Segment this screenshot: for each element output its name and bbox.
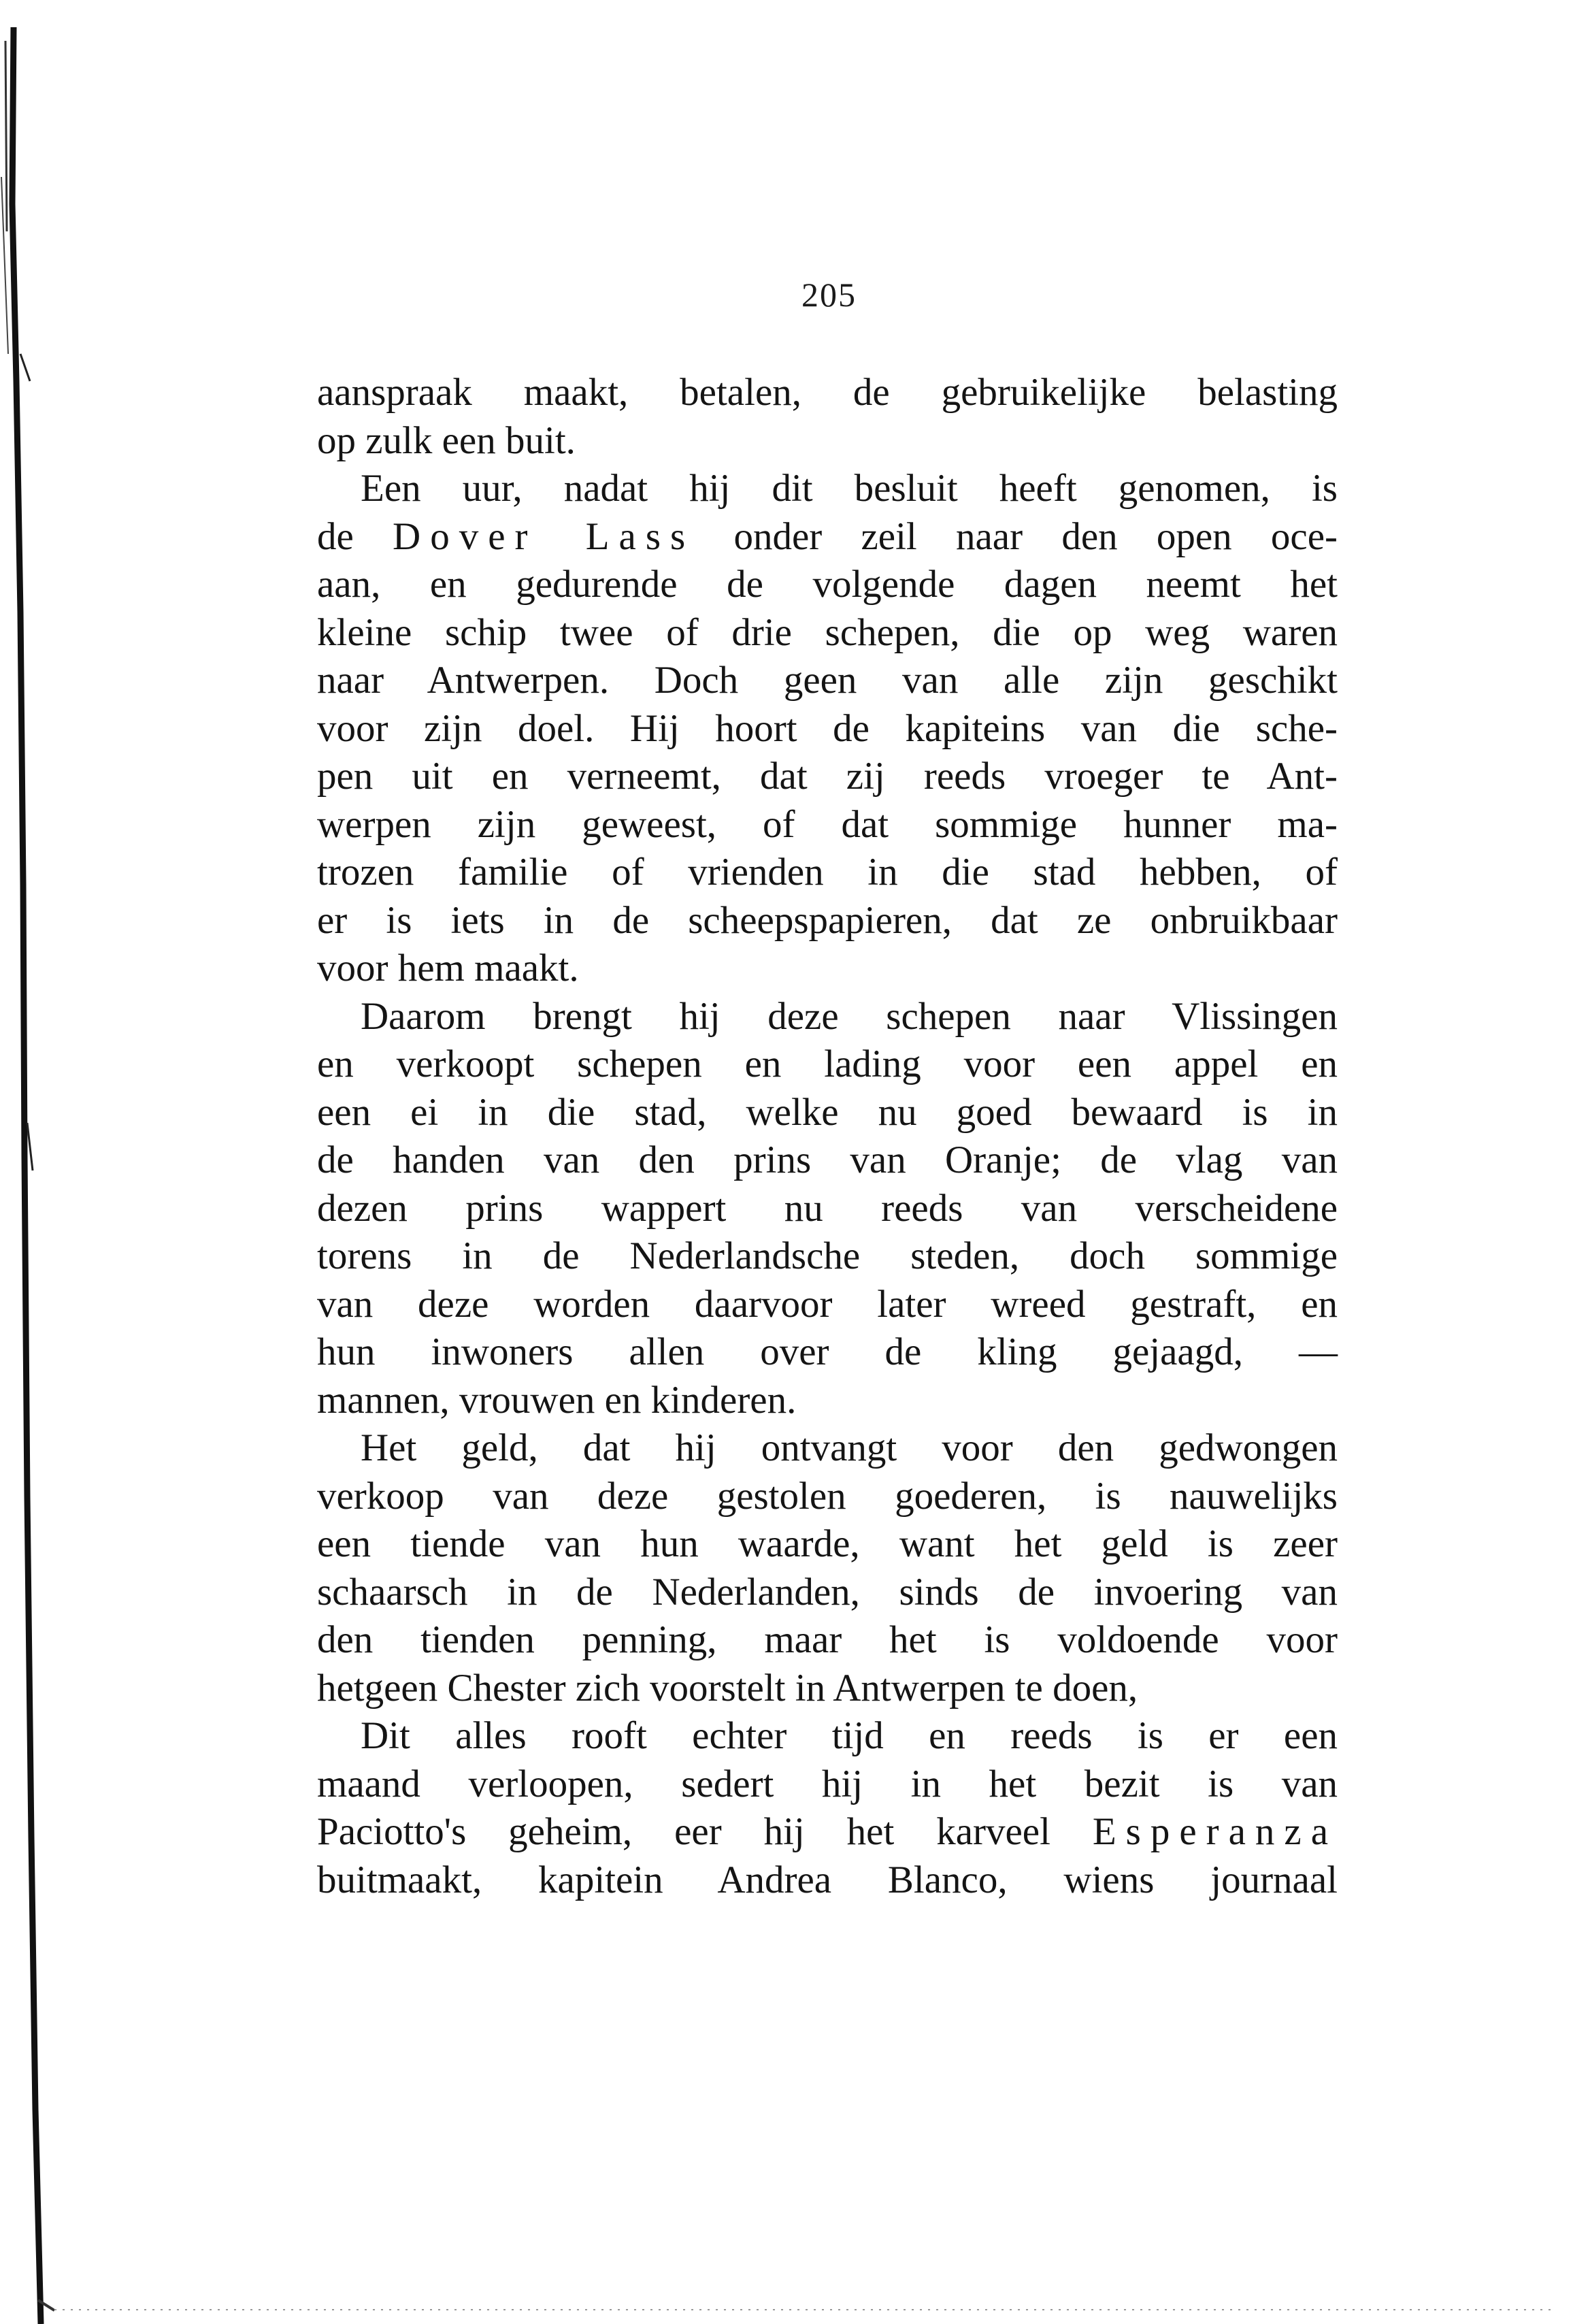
page-number: 205 — [801, 276, 857, 314]
paragraph — [317, 1712, 1338, 1904]
text-line — [317, 513, 1338, 561]
text-line: werpen zijn geweest, of dat sommige hunner ma- — [317, 802, 1338, 846]
paragraph — [317, 993, 1338, 1425]
text-line: Een uur, nadat hij dit besluit heeft genomen, is — [361, 467, 1338, 510]
text-fragment: Paciotto's geheim, eer hij het karveel — [317, 1810, 1093, 1853]
text-line: dezen prins wappert nu reeds van verscheidene — [317, 1186, 1338, 1230]
text-line: trozen familie of vrienden in die stad hebben, of — [317, 851, 1338, 894]
text-line: de handen van den prins van Oranje; de vlag van — [317, 1139, 1338, 1181]
text-line: voor hem maakt. — [317, 947, 579, 989]
text-line: torens in de Nederlandsche steden, doch sommige — [317, 1234, 1338, 1277]
binding-edge — [0, 0, 54, 2324]
text-line: Daarom brengt hij deze schepen naar Vlissingen — [361, 994, 1338, 1038]
text-line: hetgeen Chester zich voorstelt in Antwerpen te doen, — [317, 1666, 1138, 1709]
paragraph — [317, 465, 1338, 993]
text-line: kleine schip twee of drie schepen, die op weg waren — [317, 610, 1338, 654]
text-line: pen uit en verneemt, dat zij reeds vroeger te Ant- — [317, 755, 1338, 798]
text-line: mannen, vrouwen en kinderen. — [317, 1378, 797, 1422]
text-line: hun inwoners allen over de kling gejaagd, — — [317, 1330, 1338, 1373]
body-text — [317, 369, 1338, 1904]
text-line — [317, 1808, 1338, 1856]
letterspaced-name: Dover Lass — [393, 514, 695, 558]
text-line: op zulk een buit. — [317, 419, 576, 462]
text-line: een ei in die stad, welke nu goed bewaard is in — [317, 1090, 1338, 1134]
bottom-edge-dots — [54, 2308, 1551, 2311]
text-line: voor zijn doel. Hij hoort de kapiteins van die sche- — [317, 706, 1338, 750]
paragraph — [317, 1424, 1338, 1712]
text-line: aanspraak maakt, betalen, de gebruikelijke belasting — [317, 371, 1338, 414]
text-fragment: de — [317, 514, 393, 558]
text-line: Dit alles rooft echter tijd en reeds is er een — [361, 1714, 1338, 1757]
text-line: naar Antwerpen. Doch geen van alle zijn geschikt — [317, 659, 1338, 702]
text-line: en verkoopt schepen en lading voor een appel en — [317, 1043, 1338, 1085]
text-line: maand verloopen, sedert hij in het bezit is van — [317, 1762, 1338, 1805]
letterspaced-name: Esperanza — [1092, 1810, 1338, 1853]
text-line: verkoop van deze gestolen goederen, is nauwelijks — [317, 1474, 1338, 1518]
text-line: den tienden penning, maar het is voldoende voor — [317, 1618, 1338, 1661]
text-line: aan, en gedurende de volgende dagen neemt het — [317, 563, 1338, 606]
text-line: buitmaakt, kapitein Andrea Blanco, wiens journaal — [317, 1858, 1338, 1901]
paragraph — [317, 369, 1338, 465]
text-line: schaarsch in de Nederlanden, sinds de invoering van — [317, 1570, 1338, 1614]
text-fragment: onder zeil naar den open oce- — [695, 514, 1338, 558]
text-line: een tiende van hun waarde, want het geld is zeer — [317, 1522, 1338, 1565]
text-line: er is iets in de scheepspapieren, dat ze onbruikbaar — [317, 898, 1338, 942]
text-line: Het geld, dat hij ontvangt voor den gedwongen — [361, 1426, 1338, 1469]
text-line: van deze worden daarvoor later wreed gestraft, en — [317, 1282, 1338, 1326]
